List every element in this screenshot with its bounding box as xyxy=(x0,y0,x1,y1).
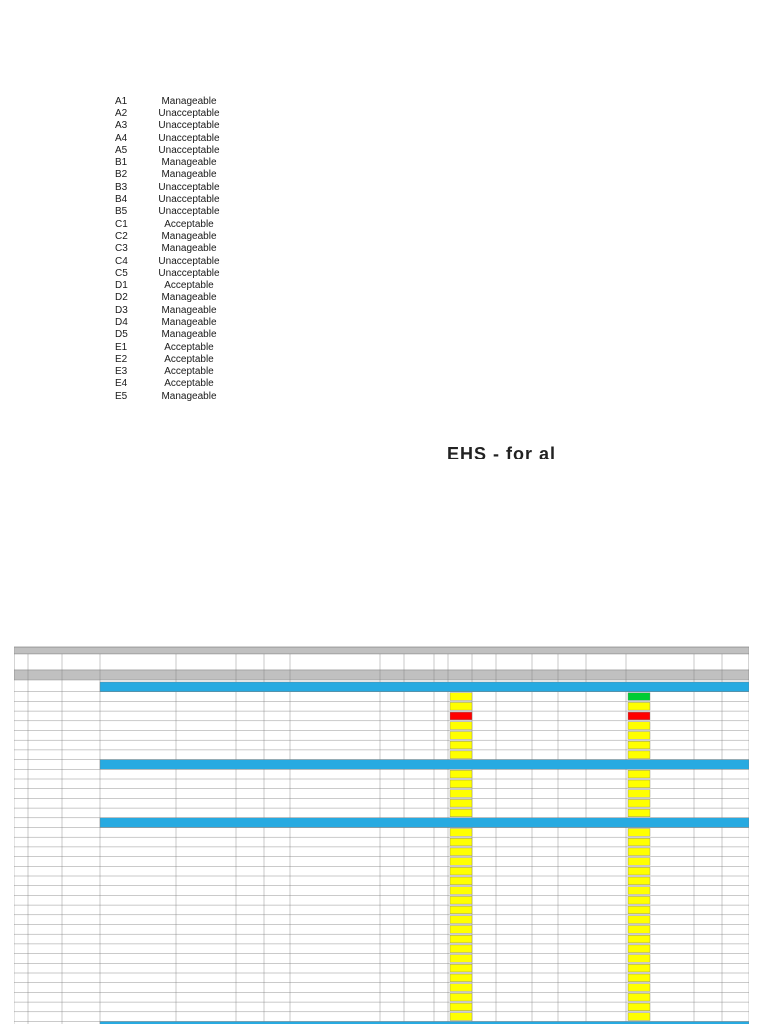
residual-risk-rating-cell xyxy=(628,780,650,788)
legend-status: Acceptable xyxy=(164,353,214,365)
legend-status: Unacceptable xyxy=(158,120,220,132)
legend-status: Acceptable xyxy=(164,280,214,292)
initial-risk-rating-cell xyxy=(450,799,472,807)
legend-status: Acceptable xyxy=(164,378,214,390)
legend-code: A2 xyxy=(115,107,128,119)
initial-risk-rating-cell xyxy=(450,964,472,972)
legend-status: Manageable xyxy=(161,95,217,107)
legend-code: B5 xyxy=(115,206,128,218)
legend-status: Unacceptable xyxy=(158,255,220,267)
residual-risk-rating-cell xyxy=(628,751,650,759)
initial-risk-rating-cell xyxy=(450,935,472,943)
legend-code: E3 xyxy=(115,366,128,378)
residual-risk-rating-cell xyxy=(628,906,650,914)
initial-risk-rating-cell xyxy=(450,712,472,720)
risk-assessment-table xyxy=(14,643,749,1024)
legend-status: Unacceptable xyxy=(158,132,220,144)
initial-risk-rating-cell xyxy=(450,809,472,817)
initial-risk-rating-cell xyxy=(450,906,472,914)
initial-risk-rating-cell xyxy=(450,848,472,856)
legend-row xyxy=(115,206,225,218)
initial-risk-rating-cell xyxy=(450,867,472,875)
legend-status: Manageable xyxy=(161,390,217,402)
residual-risk-rating-cell xyxy=(628,809,650,817)
residual-risk-rating-cell xyxy=(628,896,650,904)
legend-status: Unacceptable xyxy=(158,144,220,156)
initial-risk-rating-cell xyxy=(450,829,472,837)
legend-status: Manageable xyxy=(161,292,217,304)
initial-risk-rating-cell xyxy=(450,993,472,1001)
legend-code: E2 xyxy=(115,353,128,365)
legend-row xyxy=(115,341,225,353)
legend-code: D2 xyxy=(115,292,128,304)
initial-risk-rating-cell xyxy=(450,693,472,701)
legend-row xyxy=(115,366,225,378)
initial-risk-rating-cell xyxy=(450,702,472,710)
residual-risk-rating-cell xyxy=(628,887,650,895)
legend-row xyxy=(115,304,225,316)
legend-status: Acceptable xyxy=(164,366,214,378)
initial-risk-rating-cell xyxy=(450,741,472,749)
initial-risk-rating-cell xyxy=(450,1003,472,1011)
legend-code: C3 xyxy=(115,243,128,255)
legend-row xyxy=(115,218,225,230)
initial-risk-rating-cell xyxy=(450,896,472,904)
residual-risk-rating-cell xyxy=(628,964,650,972)
legend-row xyxy=(115,243,225,255)
legend-code: D5 xyxy=(115,329,128,341)
legend-code: E1 xyxy=(115,341,128,353)
residual-risk-rating-cell xyxy=(628,838,650,846)
legend-status: Manageable xyxy=(161,304,217,316)
legend-status: Acceptable xyxy=(164,341,214,353)
legend-code: D4 xyxy=(115,316,128,328)
legend-row xyxy=(115,193,225,205)
legend-code: C1 xyxy=(115,218,128,230)
legend-status: Manageable xyxy=(161,169,217,181)
legend-row xyxy=(115,378,225,390)
legend-status: Unacceptable xyxy=(158,194,220,206)
residual-risk-rating-cell xyxy=(628,712,650,720)
residual-risk-rating-cell xyxy=(628,702,650,710)
legend-code: A1 xyxy=(115,95,128,107)
residual-risk-rating-cell xyxy=(628,693,650,701)
ehs-fragment: EHS - for al xyxy=(447,444,557,459)
legend-row xyxy=(115,181,225,193)
residual-risk-rating-cell xyxy=(628,877,650,885)
initial-risk-rating-cell xyxy=(450,790,472,798)
initial-risk-rating-cell xyxy=(450,780,472,788)
legend-status: Unacceptable xyxy=(158,107,220,119)
legend-code: A5 xyxy=(115,144,128,156)
table-column-header-band xyxy=(14,670,749,680)
residual-risk-rating-cell xyxy=(628,741,650,749)
residual-risk-rating-cell xyxy=(628,1013,650,1021)
table-title-band xyxy=(14,647,749,654)
legend-status: Manageable xyxy=(161,316,217,328)
legend-code: E4 xyxy=(115,378,128,390)
initial-risk-rating-cell xyxy=(450,858,472,866)
initial-risk-rating-cell xyxy=(450,887,472,895)
legend-status: Manageable xyxy=(161,157,217,169)
legend-code: A4 xyxy=(115,132,128,144)
legend-row xyxy=(115,390,225,402)
legend-code: B4 xyxy=(115,194,128,206)
initial-risk-rating-cell xyxy=(450,955,472,963)
legend-row xyxy=(115,132,225,144)
initial-risk-rating-cell xyxy=(450,732,472,740)
initial-risk-rating-cell xyxy=(450,877,472,885)
table-info-band xyxy=(14,654,749,670)
legend-status: Manageable xyxy=(161,329,217,341)
legend-code: B1 xyxy=(115,157,128,169)
legend-row xyxy=(115,292,225,304)
table-section-band xyxy=(100,818,749,828)
risk-assessment-grid xyxy=(14,643,749,1024)
legend-row xyxy=(115,279,225,291)
residual-risk-rating-cell xyxy=(628,993,650,1001)
legend-status: Manageable xyxy=(161,243,217,255)
residual-risk-rating-cell xyxy=(628,1003,650,1011)
legend-row xyxy=(115,144,225,156)
residual-risk-rating-cell xyxy=(628,955,650,963)
legend-code: D1 xyxy=(115,280,128,292)
legend-row xyxy=(115,316,225,328)
legend-code: B2 xyxy=(115,169,128,181)
legend-row xyxy=(115,353,225,365)
legend-row xyxy=(115,329,225,341)
initial-risk-rating-cell xyxy=(450,751,472,759)
initial-risk-rating-cell xyxy=(450,916,472,924)
residual-risk-rating-cell xyxy=(628,974,650,982)
legend-code: D3 xyxy=(115,304,128,316)
legend-row xyxy=(115,267,225,279)
residual-risk-rating-cell xyxy=(628,858,650,866)
initial-risk-rating-cell xyxy=(450,1013,472,1021)
legend-status: Manageable xyxy=(161,230,217,242)
residual-risk-rating-cell xyxy=(628,945,650,953)
legend-row xyxy=(115,107,225,119)
initial-risk-rating-cell xyxy=(450,770,472,778)
legend-code: B3 xyxy=(115,181,128,193)
residual-risk-rating-cell xyxy=(628,829,650,837)
residual-risk-rating-cell xyxy=(628,722,650,730)
residual-risk-rating-cell xyxy=(628,790,650,798)
legend-status: Unacceptable xyxy=(158,206,220,218)
residual-risk-rating-cell xyxy=(628,848,650,856)
legend-status: Unacceptable xyxy=(158,267,220,279)
legend-row xyxy=(115,120,225,132)
legend-row xyxy=(115,255,225,267)
initial-risk-rating-cell xyxy=(450,722,472,730)
legend-code: C2 xyxy=(115,230,128,242)
risk-legend xyxy=(115,95,225,402)
residual-risk-rating-cell xyxy=(628,770,650,778)
table-section-band xyxy=(100,682,749,692)
initial-risk-rating-cell xyxy=(450,945,472,953)
legend-row xyxy=(115,156,225,168)
initial-risk-rating-cell xyxy=(450,974,472,982)
legend-code: C4 xyxy=(115,255,128,267)
initial-risk-rating-cell xyxy=(450,838,472,846)
residual-risk-rating-cell xyxy=(628,799,650,807)
legend-status: Acceptable xyxy=(164,218,214,230)
residual-risk-rating-cell xyxy=(628,984,650,992)
table-section-band xyxy=(100,760,749,770)
residual-risk-rating-cell xyxy=(628,916,650,924)
legend-code: C5 xyxy=(115,267,128,279)
initial-risk-rating-cell xyxy=(450,984,472,992)
legend-status: Unacceptable xyxy=(158,181,220,193)
residual-risk-rating-cell xyxy=(628,935,650,943)
legend-code: E5 xyxy=(115,390,128,402)
residual-risk-rating-cell xyxy=(628,867,650,875)
residual-risk-rating-cell xyxy=(628,926,650,934)
legend-code: A3 xyxy=(115,120,128,132)
legend-row xyxy=(115,169,225,181)
initial-risk-rating-cell xyxy=(450,926,472,934)
legend-row xyxy=(115,95,225,107)
residual-risk-rating-cell xyxy=(628,732,650,740)
legend-row xyxy=(115,230,225,242)
